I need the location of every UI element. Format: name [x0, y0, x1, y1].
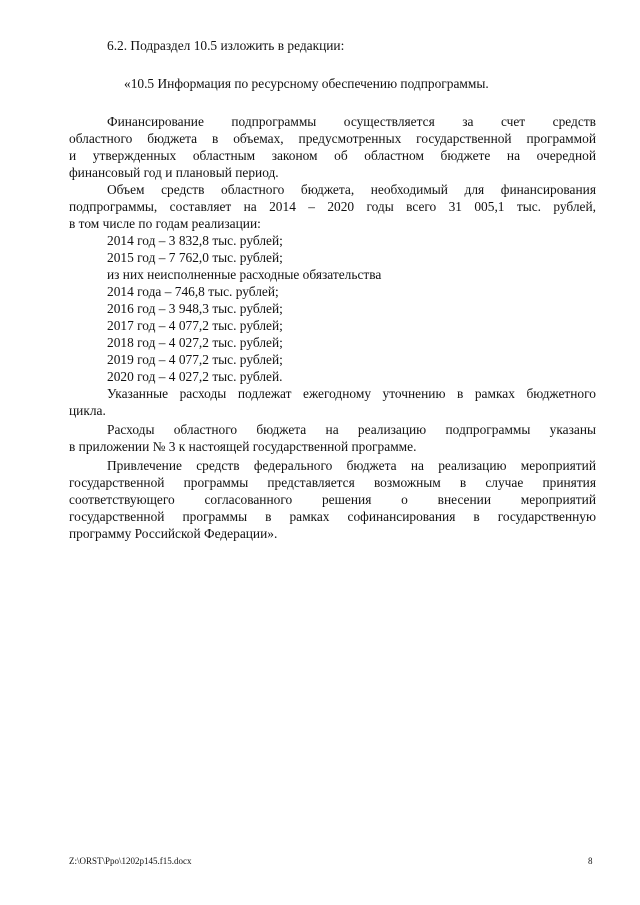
- paragraph-4-line-2: в приложении № 3 к настоящей государственной программе.: [69, 439, 417, 454]
- subsection-title: «10.5 Информация по ресурсному обеспечению подпрограммы.: [124, 76, 489, 91]
- year-line: из них неисполненные расходные обязательства: [107, 267, 382, 282]
- paragraph-2-line-2: подпрограммы, составляет на 2014 – 2020 годы всего 31 005,1 тыс. рублей,: [69, 199, 596, 214]
- year-line: 2019 год – 4 077,2 тыс. рублей;: [107, 352, 283, 367]
- paragraph-3-line-1: Указанные расходы подлежат ежегодному уточнению в рамках бюджетного: [107, 386, 596, 401]
- paragraph-5-line-3: соответствующего согласованного решения о внесении мероприятий: [69, 492, 596, 507]
- paragraph-1-line-4: финансовый год и плановый период.: [69, 165, 279, 180]
- paragraph-5-line-2: государственной программы представляется возможным в случае принятия: [69, 475, 596, 490]
- paragraph-1-line-2: областного бюджета в объемах, предусмотренных государственной программой: [69, 131, 596, 146]
- paragraph-2-line-1: Объем средств областного бюджета, необходимый для финансирования: [107, 182, 596, 197]
- paragraph-5-line-4: государственной программы в рамках софинансирования в государственную: [69, 509, 596, 524]
- year-line: 2017 год – 4 077,2 тыс. рублей;: [107, 318, 283, 333]
- year-line: 2014 год – 3 832,8 тыс. рублей;: [107, 233, 283, 248]
- page-number: 8: [588, 856, 593, 866]
- paragraph-4-line-1: Расходы областного бюджета на реализацию подпрограммы указаны: [107, 422, 596, 437]
- footer-file-path: Z:\ORST\Ppo\1202p145.f15.docx: [69, 856, 192, 866]
- paragraph-1-line-1: Финансирование подпрограммы осуществляется за счет средств: [107, 114, 596, 129]
- year-line: 2016 год – 3 948,3 тыс. рублей;: [107, 301, 283, 316]
- year-line: 2018 год – 4 027,2 тыс. рублей;: [107, 335, 283, 350]
- section-heading: 6.2. Подраздел 10.5 изложить в редакции:: [107, 38, 345, 53]
- year-line: 2015 год – 7 762,0 тыс. рублей;: [107, 250, 283, 265]
- year-line: 2014 года – 746,8 тыс. рублей;: [107, 284, 279, 299]
- paragraph-5-line-1: Привлечение средств федерального бюджета на реализацию мероприятий: [107, 458, 596, 473]
- paragraph-1-line-3: и утвержденных областным законом об областном бюджете на очередной: [69, 148, 596, 163]
- paragraph-5-line-5: программу Российской Федерации».: [69, 526, 278, 541]
- year-line: 2020 год – 4 027,2 тыс. рублей.: [107, 369, 283, 384]
- paragraph-3-line-2: цикла.: [69, 403, 106, 418]
- paragraph-2-line-3: в том числе по годам реализации:: [69, 216, 261, 231]
